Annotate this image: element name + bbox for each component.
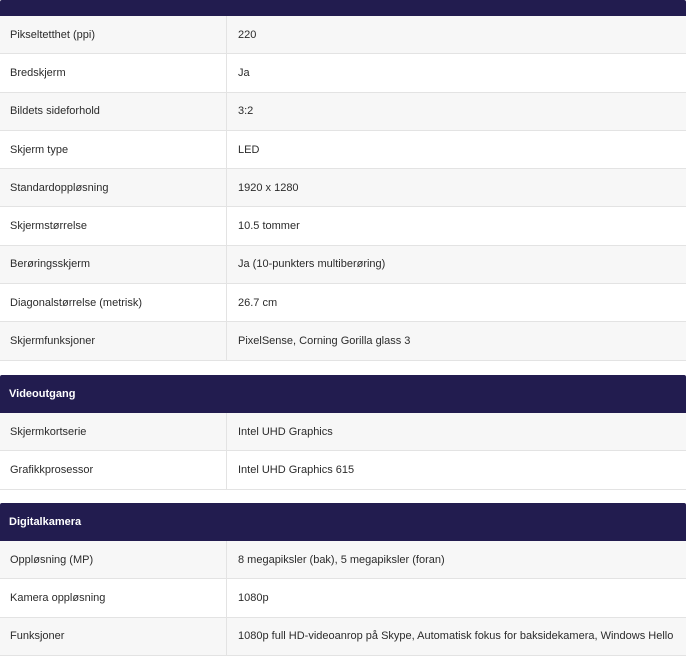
spec-label: Bredskjerm	[0, 54, 227, 91]
display-section-header	[0, 0, 686, 16]
section-title-camera: Digitalkamera	[0, 503, 686, 541]
table-row	[0, 207, 686, 245]
spec-label: Skjermstørrelse	[0, 207, 227, 244]
spec-value: 3:2	[238, 105, 254, 118]
spec-value: 220	[238, 28, 257, 41]
table-row	[0, 322, 686, 360]
spec-label: Skjermfunksjoner	[0, 322, 227, 359]
spec-label: Skjermkortserie	[0, 413, 227, 450]
spec-value: 1080p full HD-videoanrop på Skype, Automatisk fokus for baksidekamera, Windows Hello	[238, 630, 674, 643]
spec-label: Grafikkprosessor	[0, 451, 227, 488]
video-spec-table	[0, 413, 686, 490]
spec-value: Intel UHD Graphics 615	[238, 463, 355, 476]
spec-label: Diagonalstørrelse (metrisk)	[0, 284, 227, 321]
spec-value: Ja	[238, 66, 250, 79]
table-row	[0, 284, 686, 322]
spec-value: PixelSense, Corning Gorilla glass 3	[238, 335, 411, 348]
table-row	[0, 541, 686, 579]
spec-value: 1920 x 1280	[238, 181, 299, 194]
table-row	[0, 579, 686, 617]
spec-label: Berøringsskjerm	[0, 246, 227, 283]
table-row	[0, 246, 686, 284]
spec-label: Pikseltetthet (ppi)	[0, 16, 227, 53]
table-row	[0, 169, 686, 207]
spec-label: Standardoppløsning	[0, 169, 227, 206]
spec-value: 1080p	[238, 591, 269, 604]
spec-value: Intel UHD Graphics	[238, 425, 333, 438]
spec-label: Bildets sideforhold	[0, 93, 227, 130]
table-row	[0, 16, 686, 54]
section-title-video-output: Videoutgang	[0, 375, 686, 413]
spec-value: Ja (10-punkters multiberøring)	[238, 258, 386, 271]
table-row	[0, 93, 686, 131]
spec-value: LED	[238, 143, 260, 156]
spec-value: 8 megapiksler (bak), 5 megapiksler (foran)	[238, 553, 445, 566]
spec-value: 10.5 tommer	[238, 220, 300, 233]
spec-label: Oppløsning (MP)	[0, 541, 227, 578]
camera-spec-table	[0, 541, 686, 656]
camera-section	[0, 503, 686, 656]
spec-label: Funksjoner	[0, 618, 227, 655]
table-row	[0, 618, 686, 656]
display-spec-table	[0, 16, 686, 361]
spec-label: Skjerm type	[0, 131, 227, 168]
table-row	[0, 451, 686, 489]
table-row	[0, 131, 686, 169]
spec-label: Kamera oppløsning	[0, 579, 227, 616]
table-row	[0, 413, 686, 451]
video-output-section	[0, 375, 686, 490]
spec-value: 26.7 cm	[238, 296, 278, 309]
table-row	[0, 54, 686, 92]
